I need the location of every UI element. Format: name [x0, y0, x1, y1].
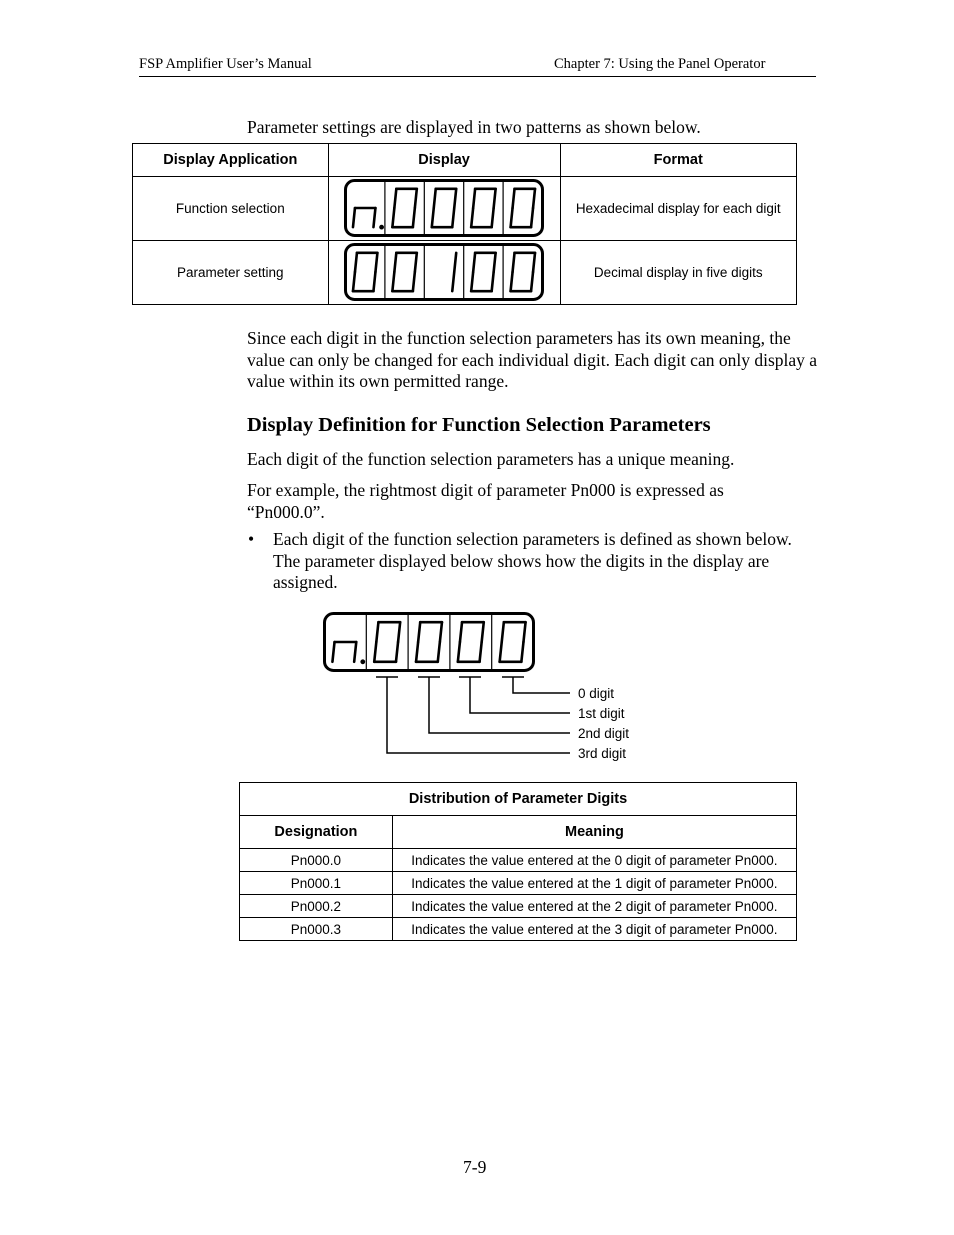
display-patterns-table — [132, 143, 797, 305]
label-3rd-digit: 3rd digit — [578, 746, 627, 761]
table-row — [133, 241, 797, 305]
segment — [394, 188, 396, 207]
segment — [513, 188, 515, 207]
segment — [500, 642, 502, 662]
intro-text: Parameter settings are displayed in two patterns as shown below. — [247, 117, 701, 137]
display-digit — [392, 188, 416, 226]
segment — [413, 272, 415, 291]
decimal-point — [379, 224, 384, 229]
table-row — [133, 177, 797, 241]
segment — [394, 252, 396, 271]
column-header: Meaning — [392, 816, 796, 849]
display-digit — [332, 642, 365, 664]
distribution-table-title: Distribution of Parameter Digits — [240, 783, 797, 816]
bullet-text: Each digit of the function selection parameters is defined as shown below. The parameter displayed below shows how the digits in the display are assigned. — [273, 529, 792, 592]
designation-cell: Pn000.0 — [240, 849, 393, 872]
table-row — [240, 849, 797, 872]
segment — [502, 622, 504, 642]
leader-0-digit — [513, 677, 570, 693]
segment — [440, 622, 442, 642]
segment — [513, 252, 515, 271]
display-digit — [392, 252, 416, 290]
segment — [376, 622, 378, 642]
segment — [396, 642, 398, 662]
display-digit — [471, 188, 495, 226]
paragraph-example-line2: “Pn000.0”. — [247, 502, 325, 522]
paragraph-digit-meaning: Since each digit in the function selection parameters has its own meaning, the value can only be changed for each individual digit. Each digit can only display a value within its own permitted range. — [247, 328, 818, 391]
display-application-cell: Parameter setting — [133, 241, 329, 305]
segment — [494, 188, 496, 207]
segment — [521, 642, 523, 662]
segment — [494, 252, 496, 271]
label-1st-digit: 1st digit — [578, 706, 625, 721]
display-application-cell: Function selection — [133, 177, 329, 241]
segment — [392, 208, 394, 227]
table-header-row — [240, 816, 797, 849]
segment — [355, 252, 357, 271]
label-0-digit: 0 digit — [578, 686, 615, 701]
segment — [418, 622, 420, 642]
segment — [415, 188, 417, 207]
decimal-point — [360, 659, 365, 664]
segment — [473, 188, 475, 207]
segment — [460, 622, 462, 642]
seven-segment-display-function — [344, 179, 544, 239]
display-digit — [353, 252, 377, 290]
segment — [374, 642, 376, 662]
paragraph-unique-meaning: Each digit of the function selection parameters has a unique meaning. — [247, 449, 735, 469]
segment — [452, 272, 454, 291]
segment — [482, 622, 484, 642]
segment — [398, 622, 400, 642]
segment — [354, 642, 356, 662]
leader-3rd-digit — [387, 677, 570, 753]
segment — [531, 208, 533, 227]
segment — [392, 272, 394, 291]
segment — [492, 272, 494, 291]
column-header: Format — [560, 144, 797, 177]
segment — [471, 208, 473, 227]
column-header: Display — [328, 144, 560, 177]
table-row — [240, 872, 797, 895]
display-digit — [416, 622, 442, 662]
display-digit — [432, 188, 456, 226]
seven-segment-display-parameter — [344, 243, 544, 303]
segment — [523, 622, 525, 642]
column-header: Display Application — [133, 144, 329, 177]
format-cell: Decimal display in five digits — [560, 241, 797, 305]
meaning-cell: Indicates the value entered at the 0 digit of parameter Pn000. — [392, 849, 796, 872]
display-digit — [471, 252, 495, 290]
segment — [332, 642, 334, 662]
segment — [374, 272, 376, 291]
leader-lines — [376, 677, 570, 753]
segment — [480, 642, 482, 662]
display-cell — [328, 241, 560, 305]
display-digit — [353, 208, 384, 230]
table-row — [240, 918, 797, 941]
segment — [434, 188, 436, 207]
display-digit — [374, 622, 400, 662]
designation-cell: Pn000.3 — [240, 918, 393, 941]
segment — [533, 188, 535, 207]
section-heading: Display Definition for Function Selection Parameters — [247, 414, 711, 436]
column-header: Designation — [240, 816, 393, 849]
table-row — [240, 895, 797, 918]
paragraph-example-line1: For example, the rightmost digit of parameter Pn000 is expressed as — [247, 480, 724, 500]
segment — [374, 208, 376, 227]
segment — [511, 272, 513, 291]
table-title-row — [240, 783, 797, 816]
segment — [533, 252, 535, 271]
display-digit — [511, 252, 535, 290]
leader-2nd-digit — [429, 677, 570, 733]
display-digit — [500, 622, 526, 662]
segment — [458, 642, 460, 662]
page-number: 7-9 — [463, 1157, 487, 1177]
label-2nd-digit: 2nd digit — [578, 726, 630, 741]
display-digit — [511, 188, 535, 226]
display-digit — [452, 252, 456, 290]
segment — [473, 252, 475, 271]
segment — [454, 252, 456, 271]
segment — [413, 208, 415, 227]
distribution-table — [239, 782, 797, 941]
segment — [432, 208, 434, 227]
leader-1st-digit — [470, 677, 570, 713]
segment — [531, 272, 533, 291]
table-header-row — [133, 144, 797, 177]
segment — [353, 272, 355, 291]
segment — [511, 208, 513, 227]
segment — [375, 252, 377, 271]
bullet-icon: • — [248, 529, 255, 549]
display-cell — [328, 177, 560, 241]
designation-cell: Pn000.1 — [240, 872, 393, 895]
segment — [471, 272, 473, 291]
meaning-cell: Indicates the value entered at the 3 digit of parameter Pn000. — [392, 918, 796, 941]
segment — [492, 208, 494, 227]
segment — [416, 642, 418, 662]
meaning-cell: Indicates the value entered at the 2 digit of parameter Pn000. — [392, 895, 796, 918]
header-manual-title: FSP Amplifier User’s Manual — [139, 56, 312, 72]
segment — [452, 208, 454, 227]
segment — [454, 188, 456, 207]
meaning-cell: Indicates the value entered at the 1 digit of parameter Pn000. — [392, 872, 796, 895]
header-rule — [139, 76, 816, 77]
header-chapter-title: Chapter 7: Using the Panel Operator — [554, 56, 766, 72]
display-digit — [458, 622, 484, 662]
segment — [438, 642, 440, 662]
segment — [353, 208, 355, 227]
segment — [415, 252, 417, 271]
designation-cell: Pn000.2 — [240, 895, 393, 918]
format-cell: Hexadecimal display for each digit — [560, 177, 797, 241]
